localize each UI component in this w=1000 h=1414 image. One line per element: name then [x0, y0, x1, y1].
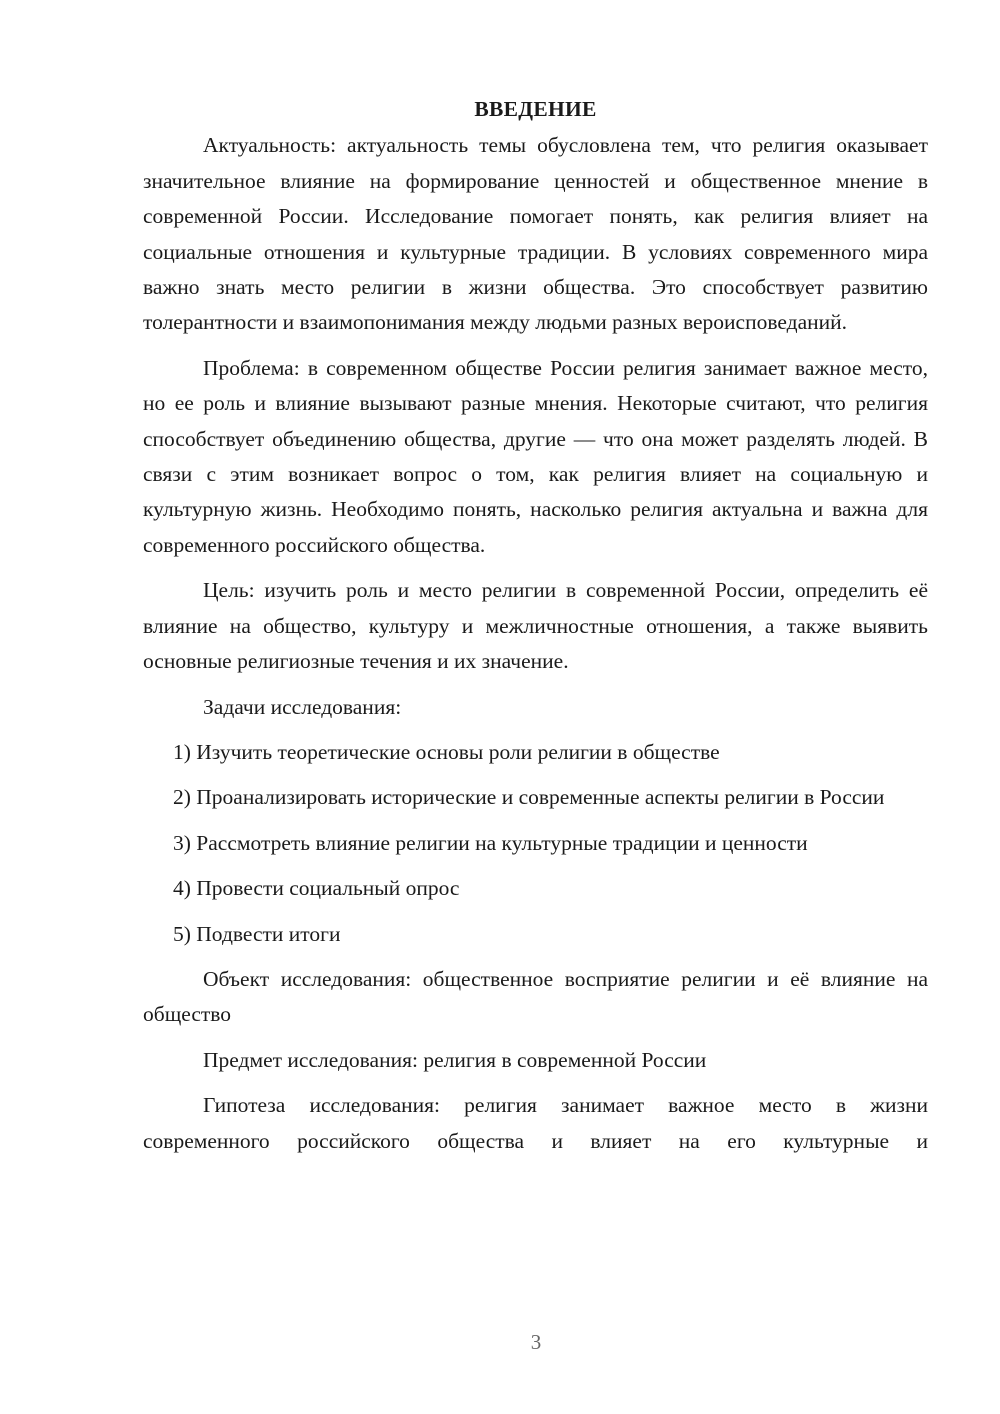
paragraph-problem: Проблема: в современном обществе России религия занимает важное место, но ее роль и влияние вызывают разные мнения. Некоторые считают, что религия способствует объединению общества, другие — что она может разделять людей. В связи с этим возникает вопрос о том, как религия влияет на социальную и культурную жизнь. Необходимо понять, насколько религия актуальна и важна для современного российского общества. [143, 355, 928, 557]
page-content [143, 92, 928, 1159]
paragraph-hypothesis: Гипотеза исследования: религия занимает важное место в жизни современного российского общества и влияет на его культурные и [143, 1093, 928, 1153]
section-heading: ВВЕДЕНИЕ [474, 97, 597, 121]
task-item-4: 4) Провести социальный опрос [173, 876, 460, 901]
tasks-title: Задачи исследования: [203, 694, 402, 719]
task-item-3: 3) Рассмотреть влияние религии на культурные традиции и ценности [173, 830, 808, 855]
task-item-5: 5) Подвести итоги [173, 921, 341, 946]
task-item-2: 2) Проанализировать исторические и современные аспекты религии в России [173, 785, 885, 810]
paragraph-subject: Предмет исследования: религия в современной России [203, 1047, 707, 1072]
task-item-1: 1) Изучить теоретические основы роли религии в обществе [173, 739, 720, 764]
paragraph-object: Объект исследования: общественное восприятие религии и её влияние на общество [143, 966, 928, 1027]
paragraph-goal: Цель: изучить роль и место религии в современной России, определить её влияние на общество, культуру и межличностные отношения, а также выявить основные религиозные течения и их значение. [143, 578, 928, 674]
paragraph-relevance: Актуальность: актуальность темы обусловлена тем, что религия оказывает значительное влияние на формирование ценностей и общественное мнение в современной России. Исследование помогает понять, как религия влияет на социальные отношения и культурные традиции. В условиях современного мира важно знать место религии в жизни общества. Это способствует развитию толерантности и взаимопонимания между людьми разных вероисповеданий. [143, 133, 928, 335]
page-number: 3 [530, 1330, 542, 1354]
